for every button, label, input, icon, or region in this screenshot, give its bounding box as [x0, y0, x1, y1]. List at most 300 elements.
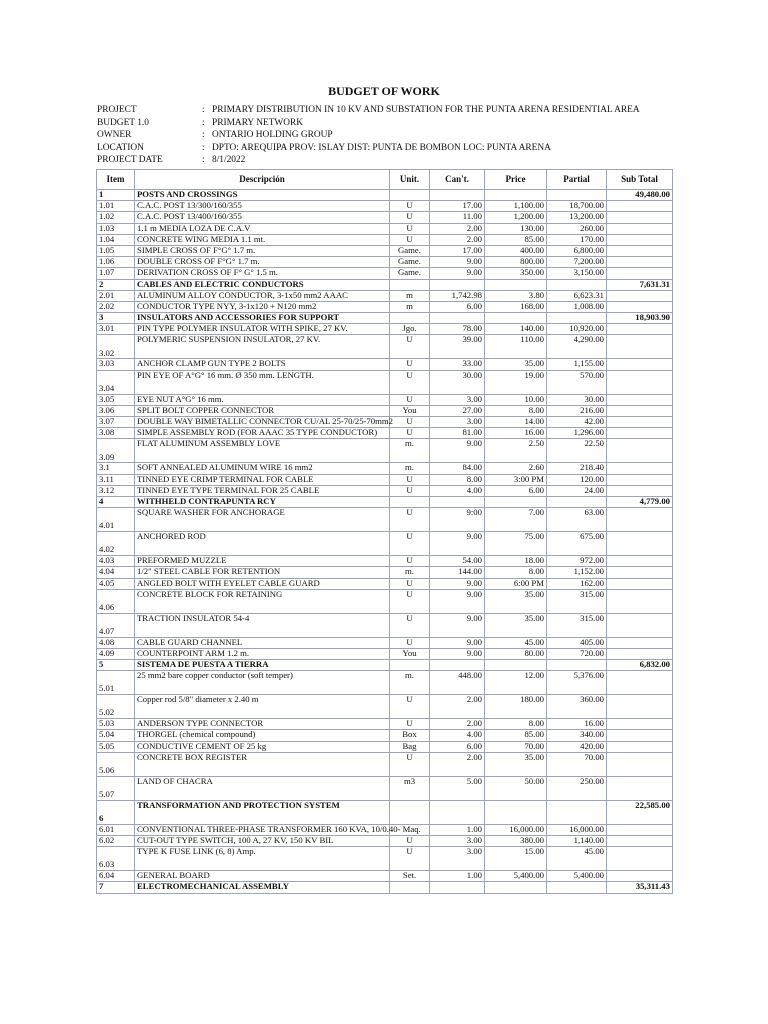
cell-partial: 218.40 — [547, 463, 607, 474]
cell-price: 3:00 PM — [485, 474, 547, 485]
project-info — [97, 104, 737, 167]
cell-partial: 315.00 — [547, 613, 607, 637]
cell-subtotal — [607, 370, 673, 394]
table-row — [97, 485, 673, 496]
cell-subtotal — [607, 532, 673, 556]
info-label: OWNER — [97, 130, 132, 141]
cell-price: 45.00 — [485, 637, 547, 648]
table-row — [97, 234, 673, 245]
table-row — [97, 836, 673, 847]
cell-item: 6.04 — [97, 871, 135, 882]
cell-quantity: 4.00 — [430, 485, 485, 496]
cell-item: 6.02 — [97, 836, 135, 847]
table-row — [97, 719, 673, 730]
header-subtotal: Sub Total — [607, 170, 673, 190]
cell-item: 1 — [97, 190, 135, 201]
cell-subtotal — [607, 201, 673, 212]
cell-partial: 216.00 — [547, 405, 607, 416]
header-price: Price — [485, 170, 547, 190]
cell-subtotal — [607, 776, 673, 800]
cell-unit: Game. — [390, 245, 430, 256]
table-row — [97, 428, 673, 439]
info-row-location — [97, 142, 737, 155]
cell-subtotal — [607, 405, 673, 416]
table-row — [97, 417, 673, 428]
table-row — [97, 223, 673, 234]
cell-unit: U — [390, 485, 430, 496]
cell-quantity: 84.00 — [430, 463, 485, 474]
cell-item: 1.06 — [97, 257, 135, 268]
cell-item: 7 — [97, 882, 135, 893]
cell-description: POLYMERIC SUSPENSION INSULATOR, 27 KV. — [135, 335, 390, 359]
cell-partial — [547, 496, 607, 507]
cell-quantity: 5.00 — [430, 776, 485, 800]
header-item: Item — [97, 170, 135, 190]
cell-quantity: 6.00 — [430, 301, 485, 312]
info-colon: : — [202, 117, 205, 128]
cell-partial — [547, 190, 607, 201]
cell-description: CUT-OUT TYPE SWITCH, 100 A, 27 KV, 150 KV BIL — [135, 836, 390, 847]
cell-price — [485, 279, 547, 290]
cell-subtotal — [607, 730, 673, 741]
cell-partial: 1,008.00 — [547, 301, 607, 312]
cell-partial: 420.00 — [547, 741, 607, 752]
cell-subtotal — [607, 324, 673, 335]
cell-subtotal: 4,779.00 — [607, 496, 673, 507]
cell-item: 2.02 — [97, 301, 135, 312]
cell-item: 3.03 — [97, 359, 135, 370]
cell-description: COUNTERPOINT ARM 1.2 m. — [135, 648, 390, 659]
cell-description: PIN TYPE POLYMER INSULATOR WITH SPIKE, 27 KV. — [135, 324, 390, 335]
cell-price: 18.00 — [485, 556, 547, 567]
cell-subtotal — [607, 695, 673, 719]
cell-unit: U — [390, 532, 430, 556]
cell-partial: 7,200.00 — [547, 257, 607, 268]
cell-price: 8.00 — [485, 719, 547, 730]
cell-unit: Bag — [390, 741, 430, 752]
cell-price — [485, 660, 547, 671]
cell-description: ANGLED BOLT WITH EYELET CABLE GUARD — [135, 578, 390, 589]
cell-price — [485, 190, 547, 201]
cell-description: 1/2" STEEL CABLE FOR RETENTION — [135, 567, 390, 578]
header-unit: Unit. — [390, 170, 430, 190]
cell-price: 6:00 PM — [485, 578, 547, 589]
table-row — [97, 695, 673, 719]
cell-price: 110.00 — [485, 335, 547, 359]
table-row — [97, 532, 673, 556]
info-label: BUDGET 1.0 — [97, 117, 149, 128]
cell-partial: 13,200.00 — [547, 212, 607, 223]
cell-price: 12.00 — [485, 671, 547, 695]
cell-price: 3.80 — [485, 290, 547, 301]
cell-description: FLAT ALUMINUM ASSEMBLY LOVE — [135, 439, 390, 463]
cell-subtotal — [607, 836, 673, 847]
cell-subtotal — [607, 439, 673, 463]
cell-item: 4.07 — [97, 613, 135, 637]
cell-item: 3.06 — [97, 405, 135, 416]
cell-unit: U — [390, 556, 430, 567]
cell-partial: 30.00 — [547, 394, 607, 405]
cell-quantity: 2.00 — [430, 223, 485, 234]
table-row — [97, 324, 673, 335]
cell-unit — [390, 279, 430, 290]
cell-description: TRACTION INSULATOR 54-4 — [135, 613, 390, 637]
cell-partial: 250.00 — [547, 776, 607, 800]
cell-item: 4.05 — [97, 578, 135, 589]
cell-item: 1.02 — [97, 212, 135, 223]
cell-quantity: 33.00 — [430, 359, 485, 370]
cell-subtotal — [607, 417, 673, 428]
cell-quantity: 9.00 — [430, 257, 485, 268]
cell-unit: Box — [390, 730, 430, 741]
cell-subtotal: 49,480.00 — [607, 190, 673, 201]
table-row — [97, 776, 673, 800]
cell-partial: 5,376.00 — [547, 671, 607, 695]
cell-unit: m. — [390, 439, 430, 463]
cell-item: 3.05 — [97, 394, 135, 405]
cell-description: 25 mm2 bare copper conductor (soft temper) — [135, 671, 390, 695]
cell-description: ANCHOR CLAMP GUN TYPE 2 BOLTS — [135, 359, 390, 370]
cell-partial: 405.00 — [547, 637, 607, 648]
table-row — [97, 405, 673, 416]
cell-unit: U — [390, 637, 430, 648]
cell-item: 3.1 — [97, 463, 135, 474]
cell-subtotal — [607, 648, 673, 659]
cell-price: 1,100.00 — [485, 201, 547, 212]
cell-description: POSTS AND CROSSINGS — [135, 190, 390, 201]
cell-subtotal — [607, 257, 673, 268]
cell-subtotal — [607, 741, 673, 752]
cell-unit: U — [390, 847, 430, 871]
info-value: 8/1/2022 — [212, 155, 246, 166]
table-row — [97, 463, 673, 474]
cell-unit: Game. — [390, 257, 430, 268]
cell-price: 5,400.00 — [485, 871, 547, 882]
cell-price: 7.00 — [485, 508, 547, 532]
cell-subtotal — [607, 212, 673, 223]
cell-item: 5.07 — [97, 776, 135, 800]
cell-partial: 720.00 — [547, 648, 607, 659]
cell-unit: U — [390, 370, 430, 394]
cell-partial — [547, 800, 607, 824]
info-colon: : — [202, 130, 205, 141]
table-row — [97, 613, 673, 637]
cell-partial: 1,155.00 — [547, 359, 607, 370]
cell-price: 6.00 — [485, 485, 547, 496]
cell-quantity — [430, 882, 485, 893]
cell-description: EYE NUT A°G° 16 mm. — [135, 394, 390, 405]
table-row — [97, 201, 673, 212]
cell-price: 35.00 — [485, 752, 547, 776]
cell-quantity: 9:00 — [430, 508, 485, 532]
cell-price: 380.00 — [485, 836, 547, 847]
cell-quantity: 11.00 — [430, 212, 485, 223]
cell-quantity: 1.00 — [430, 871, 485, 882]
cell-price: 85.00 — [485, 730, 547, 741]
cell-subtotal — [607, 567, 673, 578]
cell-item: 4.06 — [97, 589, 135, 613]
cell-item: 1.05 — [97, 245, 135, 256]
cell-description: GENERAL BOARD — [135, 871, 390, 882]
cell-subtotal — [607, 223, 673, 234]
cell-partial: 6,623.31 — [547, 290, 607, 301]
table-row — [97, 847, 673, 871]
cell-item: 5.04 — [97, 730, 135, 741]
cell-quantity: 39.00 — [430, 335, 485, 359]
cell-quantity: 448.00 — [430, 671, 485, 695]
cell-unit: U — [390, 719, 430, 730]
table-row — [97, 871, 673, 882]
info-value: ONTARIO HOLDING GROUP — [212, 130, 333, 141]
section-row — [97, 496, 673, 507]
cell-partial: 6,800.00 — [547, 245, 607, 256]
cell-description: DERIVATION CROSS OF F° G° 1.5 m. — [135, 268, 390, 279]
cell-description: 1.1 m MEDIA LOZA DE C.A.V — [135, 223, 390, 234]
cell-quantity: 78.00 — [430, 324, 485, 335]
cell-item: 3.01 — [97, 324, 135, 335]
cell-unit: U — [390, 234, 430, 245]
cell-subtotal — [607, 556, 673, 567]
cell-description: TRANSFORMATION AND PROTECTION SYSTEM — [135, 800, 390, 824]
cell-item: 4.01 — [97, 508, 135, 532]
cell-description: CABLE GUARD CHANNEL — [135, 637, 390, 648]
cell-item: 2 — [97, 279, 135, 290]
cell-price: 130.00 — [485, 223, 547, 234]
cell-unit: U — [390, 508, 430, 532]
cell-subtotal — [607, 463, 673, 474]
cell-subtotal: 7,631.31 — [607, 279, 673, 290]
cell-description: CONDUCTIVE CEMENT OF 25 kg — [135, 741, 390, 752]
cell-quantity: 17.00 — [430, 245, 485, 256]
cell-subtotal — [607, 234, 673, 245]
info-row-budget — [97, 117, 737, 130]
cell-price: 350.00 — [485, 268, 547, 279]
cell-partial: 1,296.00 — [547, 428, 607, 439]
cell-item: 3.09 — [97, 439, 135, 463]
cell-price: 14.00 — [485, 417, 547, 428]
cell-item: 3.08 — [97, 428, 135, 439]
cell-quantity: 2.00 — [430, 695, 485, 719]
cell-partial: 70.00 — [547, 752, 607, 776]
table-row — [97, 556, 673, 567]
cell-unit: U — [390, 752, 430, 776]
cell-unit: m. — [390, 567, 430, 578]
cell-unit: U — [390, 394, 430, 405]
info-label: LOCATION — [97, 142, 144, 153]
table-row — [97, 474, 673, 485]
cell-price: 80.00 — [485, 648, 547, 659]
cell-partial: 675.00 — [547, 532, 607, 556]
section-row — [97, 313, 673, 324]
cell-price — [485, 496, 547, 507]
cell-subtotal — [607, 245, 673, 256]
table-row — [97, 730, 673, 741]
cell-price: 1,200.00 — [485, 212, 547, 223]
cell-quantity: 3.00 — [430, 394, 485, 405]
cell-subtotal — [607, 824, 673, 835]
info-label: PROJECT DATE — [97, 155, 163, 166]
cell-subtotal — [607, 637, 673, 648]
cell-description: SPLIT BOLT COPPER CONNECTOR — [135, 405, 390, 416]
cell-price: 35.00 — [485, 589, 547, 613]
info-value: PRIMARY NETWORK — [212, 117, 304, 128]
cell-quantity: 9.00 — [430, 578, 485, 589]
cell-subtotal — [607, 394, 673, 405]
cell-unit: U — [390, 428, 430, 439]
header-partial: Partial — [547, 170, 607, 190]
cell-item: 4 — [97, 496, 135, 507]
cell-quantity: 2.00 — [430, 752, 485, 776]
header-description: Descripción — [135, 170, 390, 190]
cell-unit — [390, 882, 430, 893]
cell-quantity — [430, 190, 485, 201]
cell-unit — [390, 496, 430, 507]
cell-price: 85.00 — [485, 234, 547, 245]
cell-item: 6.01 — [97, 824, 135, 835]
cell-quantity: 1.00 — [430, 824, 485, 835]
cell-item: 5.05 — [97, 741, 135, 752]
cell-unit: m — [390, 301, 430, 312]
table-row — [97, 648, 673, 659]
cell-price: 180.00 — [485, 695, 547, 719]
cell-item: 3 — [97, 313, 135, 324]
cell-description: THORGEL (chemical compound) — [135, 730, 390, 741]
cell-item: 4.08 — [97, 637, 135, 648]
table-row — [97, 301, 673, 312]
cell-subtotal: 35,311.43 — [607, 882, 673, 893]
cell-description: SQUARE WASHER FOR ANCHORAGE — [135, 508, 390, 532]
cell-partial — [547, 279, 607, 290]
cell-item: 4.03 — [97, 556, 135, 567]
cell-unit: U — [390, 201, 430, 212]
cell-quantity: 6.00 — [430, 741, 485, 752]
cell-unit: m. — [390, 671, 430, 695]
table-row — [97, 439, 673, 463]
table-row — [97, 257, 673, 268]
cell-item: 4.02 — [97, 532, 135, 556]
cell-item: 4.09 — [97, 648, 135, 659]
cell-partial: 315.00 — [547, 589, 607, 613]
table-row — [97, 508, 673, 532]
cell-unit: U — [390, 212, 430, 223]
cell-description: SISTEMA DE PUESTA A TIERRA — [135, 660, 390, 671]
cell-price: 35.00 — [485, 613, 547, 637]
cell-description: SOFT ANNEALED ALUMINUM WIRE 16 mm2 — [135, 463, 390, 474]
cell-unit — [390, 313, 430, 324]
cell-description: ANDERSON TYPE CONNECTOR — [135, 719, 390, 730]
cell-price: 19.00 — [485, 370, 547, 394]
cell-partial: 63.00 — [547, 508, 607, 532]
cell-unit — [390, 190, 430, 201]
table-row — [97, 245, 673, 256]
cell-description: Copper rod 5/8" diameter x 2.40 m — [135, 695, 390, 719]
cell-unit: U — [390, 589, 430, 613]
cell-partial: 16,000.00 — [547, 824, 607, 835]
cell-quantity: 9.00 — [430, 613, 485, 637]
cell-partial: 360.00 — [547, 695, 607, 719]
cell-partial: 24.00 — [547, 485, 607, 496]
cell-subtotal — [607, 871, 673, 882]
cell-partial: 1,152.00 — [547, 567, 607, 578]
cell-unit: U — [390, 359, 430, 370]
cell-partial: 340.00 — [547, 730, 607, 741]
cell-description: CONCRETE BLOCK FOR RETAINING — [135, 589, 390, 613]
cell-description: TYPE K FUSE LINK (6, 8) Amp. — [135, 847, 390, 871]
cell-item: 2.01 — [97, 290, 135, 301]
cell-description: DOUBLE WAY BIMETALLIC CONNECTOR CU/AL 25-70/25-70mm2 — [135, 417, 390, 428]
cell-item: 3.04 — [97, 370, 135, 394]
cell-quantity — [430, 800, 485, 824]
cell-partial: 10,920.00 — [547, 324, 607, 335]
cell-unit: Jgo. — [390, 324, 430, 335]
table-row — [97, 567, 673, 578]
cell-item: 5 — [97, 660, 135, 671]
header-quantity: Can't. — [430, 170, 485, 190]
table-row — [97, 212, 673, 223]
cell-description: CONCRETE WING MEDIA 1.1 mt. — [135, 234, 390, 245]
cell-quantity: 3.00 — [430, 417, 485, 428]
info-value: DPTO: AREQUIPA PROV: ISLAY DIST: PUNTA DE BOMBON LOC: PUNTA ARENA — [212, 142, 551, 153]
cell-partial: 162.00 — [547, 578, 607, 589]
budget-table — [96, 169, 673, 894]
cell-price: 10.00 — [485, 394, 547, 405]
cell-quantity: 9.00 — [430, 268, 485, 279]
cell-description: C.A.C. POST 13/400/160/355 — [135, 212, 390, 223]
cell-quantity: 9.00 — [430, 589, 485, 613]
cell-quantity: 8.00 — [430, 474, 485, 485]
cell-item: 3.11 — [97, 474, 135, 485]
cell-partial — [547, 882, 607, 893]
cell-description: WITHHELD CONTRAPUNTA RCY — [135, 496, 390, 507]
cell-subtotal — [607, 485, 673, 496]
table-row — [97, 752, 673, 776]
cell-item: 5.01 — [97, 671, 135, 695]
cell-item: 6 — [97, 800, 135, 824]
cell-quantity: 81.00 — [430, 428, 485, 439]
info-colon: : — [202, 105, 205, 115]
cell-subtotal — [607, 578, 673, 589]
cell-item: 3.07 — [97, 417, 135, 428]
cell-unit: U — [390, 474, 430, 485]
cell-partial — [547, 660, 607, 671]
cell-unit: U — [390, 836, 430, 847]
cell-partial: 170.00 — [547, 234, 607, 245]
table-row — [97, 824, 673, 835]
cell-subtotal: 22,585.00 — [607, 800, 673, 824]
cell-item: 1.01 — [97, 201, 135, 212]
cell-price: 16,000.00 — [485, 824, 547, 835]
cell-item: 1.04 — [97, 234, 135, 245]
cell-quantity: 30.00 — [430, 370, 485, 394]
cell-item: 5.03 — [97, 719, 135, 730]
cell-subtotal — [607, 428, 673, 439]
cell-description: CONDUCTOR TYPE NYY, 3-1x120 + N120 mm2 — [135, 301, 390, 312]
cell-unit — [390, 660, 430, 671]
info-row-owner — [97, 129, 737, 142]
cell-description: TINNED EYE CRIMP TERMINAL FOR CABLE — [135, 474, 390, 485]
table-header-row — [97, 170, 673, 190]
table-row — [97, 637, 673, 648]
document-title: BUDGET OF WORK — [328, 84, 440, 98]
cell-price: 50.00 — [485, 776, 547, 800]
cell-item: 4.04 — [97, 567, 135, 578]
cell-partial: 5,400.00 — [547, 871, 607, 882]
cell-price: 8.00 — [485, 405, 547, 416]
cell-subtotal — [607, 589, 673, 613]
table-row — [97, 578, 673, 589]
cell-description: CABLES AND ELECTRIC CONDUCTORS — [135, 279, 390, 290]
cell-subtotal — [607, 508, 673, 532]
